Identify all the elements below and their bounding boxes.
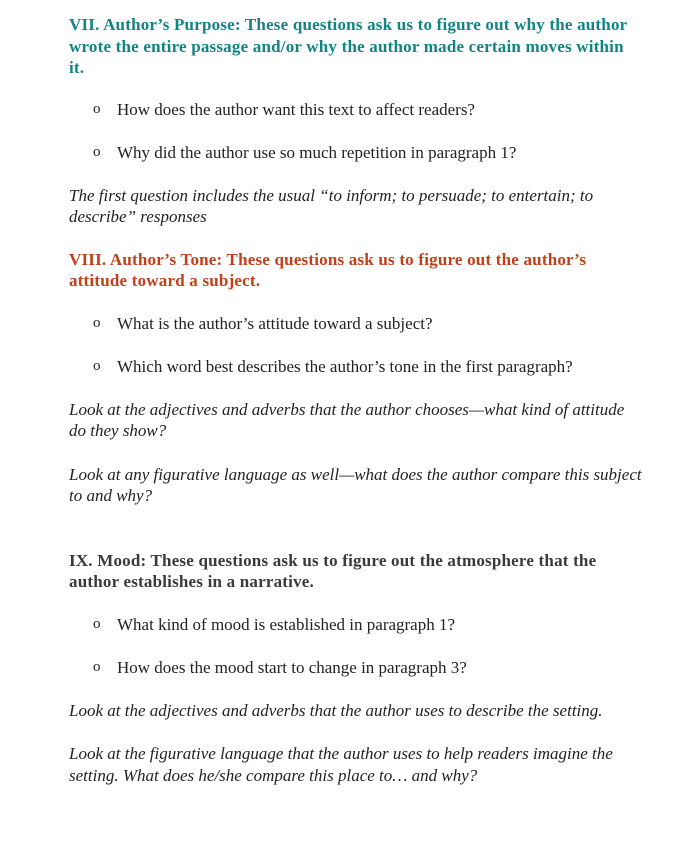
section-viii-question-list bbox=[69, 313, 659, 377]
section-ix-question-list bbox=[69, 614, 659, 678]
section-viii-heading: VIII. Author’s Tone: These questions ask us to figure out the author’s attitude toward a subject. bbox=[69, 249, 587, 290]
question-item bbox=[69, 142, 659, 163]
question-text: What is the author’s attitude toward a subject? bbox=[117, 313, 433, 333]
question-item bbox=[69, 614, 659, 635]
bullet-icon: o bbox=[93, 658, 101, 675]
question-text: How does the author want this text to affect readers? bbox=[117, 99, 475, 119]
question-text: What kind of mood is established in paragraph 1? bbox=[117, 614, 456, 634]
bullet-icon: o bbox=[93, 100, 101, 117]
question-text: How does the mood start to change in paragraph 3? bbox=[117, 657, 467, 677]
section-viii-note-figurative: Look at any figurative language as well—what does the author compare this subject to and why? bbox=[69, 464, 642, 505]
question-item bbox=[69, 99, 659, 120]
section-ix-heading: IX. Mood: These questions ask us to figure out the atmosphere that the author establishes in a narrative. bbox=[69, 550, 597, 591]
section-ix-note-figurative: Look at the figurative language that the author uses to help readers imagine the setting. What does he/she compare this place to… and why? bbox=[69, 744, 613, 785]
section-vii-heading: VII. Author’s Purpose: These questions ask us to figure out why the author wrote the entire passage and/or why the author made certain moves within it. bbox=[69, 15, 628, 77]
bullet-icon: o bbox=[93, 615, 101, 632]
question-item bbox=[69, 356, 659, 377]
bullet-icon: o bbox=[93, 357, 101, 374]
document-page bbox=[69, 14, 659, 786]
question-text: Why did the author use so much repetition in paragraph 1? bbox=[117, 142, 517, 162]
question-item bbox=[69, 657, 659, 678]
section-ix-note-adjectives: Look at the adjectives and adverbs that the author uses to describe the setting. bbox=[69, 700, 603, 720]
bullet-icon: o bbox=[93, 143, 101, 160]
section-vii-question-list bbox=[69, 99, 659, 163]
question-text: Which word best describes the author’s tone in the first paragraph? bbox=[117, 356, 573, 376]
section-vii-note: The first question includes the usual “to inform; to persuade; to entertain; to describe” responses bbox=[69, 185, 594, 226]
question-item bbox=[69, 313, 659, 334]
section-viii-note-adjectives: Look at the adjectives and adverbs that the author chooses—what kind of attitude do they show? bbox=[69, 399, 625, 440]
bullet-icon: o bbox=[93, 314, 101, 331]
